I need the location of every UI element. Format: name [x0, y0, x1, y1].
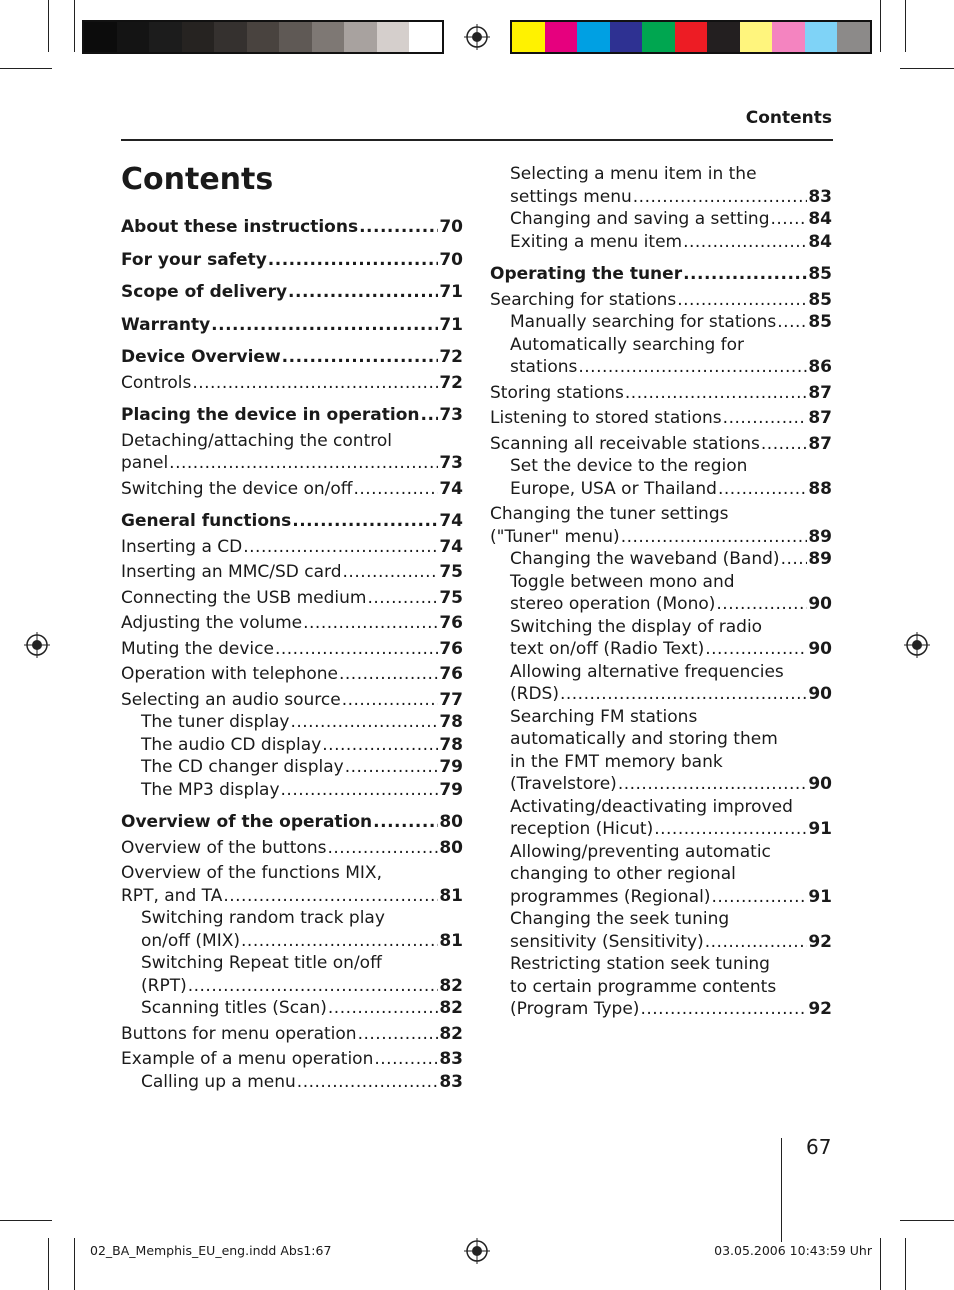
- toc-page-number: 85: [808, 289, 832, 310]
- toc-entry-title: (Travelstore): [510, 774, 617, 794]
- toc-entry-title: Muting the device: [121, 638, 274, 659]
- dot-leader: [723, 407, 808, 430]
- page-title: Contents: [121, 162, 274, 197]
- toc-entry[interactable]: [121, 1071, 463, 1094]
- toc-entry[interactable]: [490, 231, 832, 254]
- toc-entry-title: Controls: [121, 372, 192, 393]
- toc-entry[interactable]: [121, 561, 463, 584]
- toc-entry-title: Calling up a menu: [141, 1071, 296, 1092]
- dot-leader: [275, 638, 438, 661]
- dot-leader: [303, 612, 438, 635]
- dot-leader: [359, 216, 438, 239]
- toc-page-number: 83: [439, 1071, 463, 1092]
- crop-mark: [0, 1220, 52, 1221]
- grayscale-calibration-bar: [82, 20, 444, 54]
- toc-entry[interactable]: [121, 1023, 463, 1046]
- toc-entry-title: settings menu: [510, 186, 632, 207]
- toc-page-number: 75: [439, 562, 463, 582]
- toc-entry[interactable]: [121, 281, 463, 304]
- dot-leader: [345, 756, 439, 779]
- toc-entry-text-line: Toggle between mono and: [510, 571, 735, 592]
- toc-entry-title: Scope of delivery: [121, 282, 288, 302]
- toc-entry-text-line: Switching Repeat title on/off: [141, 953, 382, 973]
- dot-leader: [297, 1071, 439, 1094]
- toc-entry-title: Inserting a CD: [121, 536, 243, 557]
- toc-page-number: 81: [439, 930, 463, 951]
- toc-page-number: 76: [439, 613, 463, 633]
- toc-entry[interactable]: [490, 706, 832, 796]
- gray-swatch: [377, 22, 410, 52]
- toc-entry[interactable]: [121, 837, 463, 860]
- toc-page-number: 73: [439, 453, 463, 473]
- toc-page-number: 73: [439, 405, 463, 425]
- dot-leader: [188, 975, 439, 998]
- toc-entry-title: Scanning all receivable stations: [490, 433, 760, 454]
- toc-page-number: 88: [808, 478, 832, 499]
- toc-entry-title: stations: [510, 357, 578, 377]
- toc-page-number: 79: [439, 779, 463, 800]
- color-swatch: [610, 22, 643, 52]
- color-swatch: [577, 22, 610, 52]
- toc-entry[interactable]: [121, 711, 463, 734]
- toc-entry-text-line: Switching random track play: [141, 908, 385, 928]
- toc-page-number: 87: [808, 408, 832, 428]
- dot-leader: [374, 1048, 438, 1071]
- toc-page-number: 70: [439, 217, 463, 237]
- toc-entry-title: reception (Hicut): [510, 819, 654, 839]
- toc-page-number: 84: [808, 231, 832, 252]
- toc-entry[interactable]: [121, 612, 463, 635]
- registration-mark-icon: [464, 1238, 490, 1264]
- dot-leader: [192, 372, 438, 395]
- toc-page-number: 87: [808, 433, 832, 454]
- toc-entry[interactable]: [490, 311, 832, 334]
- toc-entry[interactable]: [490, 263, 832, 286]
- crop-mark: [0, 68, 52, 69]
- crop-mark: [74, 0, 75, 52]
- crop-mark: [905, 0, 906, 52]
- toc-page-number: 82: [439, 975, 463, 996]
- toc-entry[interactable]: [490, 289, 832, 312]
- color-swatch: [805, 22, 838, 52]
- toc-left-column: [121, 216, 463, 1093]
- toc-entry-title: Europe, USA or Thailand: [510, 478, 717, 499]
- gray-swatch: [312, 22, 345, 52]
- toc-entry-text-line: Searching FM stations: [510, 706, 698, 727]
- header-rule: [121, 139, 833, 141]
- toc-entry[interactable]: [490, 796, 832, 841]
- toc-entry-title: About these instructions: [121, 217, 359, 237]
- dot-leader: [771, 208, 808, 231]
- toc-entry-title: General functions: [121, 511, 292, 531]
- dot-leader: [633, 186, 808, 209]
- toc-entry-title: programmes (Regional): [510, 886, 711, 907]
- toc-entry-title: The tuner display: [141, 712, 290, 732]
- toc-entry-title: on/off (MIX): [141, 930, 241, 951]
- dot-leader: [654, 818, 807, 841]
- toc-page-number: 86: [808, 357, 832, 377]
- dot-leader: [281, 779, 439, 802]
- toc-entry-text-line: Automatically searching for: [510, 334, 745, 355]
- toc-entry-title: panel: [121, 453, 169, 473]
- gray-swatch: [344, 22, 377, 52]
- toc-page-number: 92: [808, 999, 832, 1019]
- toc-entry-title: Scanning titles (Scan): [141, 998, 327, 1018]
- toc-entry-text-line: Detaching/attaching the control: [121, 430, 392, 451]
- toc-page-number: 85: [808, 264, 832, 284]
- toc-right-column: [490, 163, 832, 1021]
- toc-page-number: 91: [808, 819, 832, 839]
- toc-entry-title: Placing the device in operation: [121, 405, 420, 425]
- toc-entry-title: stereo operation (Mono): [510, 594, 716, 614]
- toc-entry-text-line: changing to other regional: [510, 864, 736, 884]
- toc-entry[interactable]: [121, 430, 463, 475]
- toc-entry-title: Operating the tuner: [490, 264, 683, 284]
- toc-page-number: 89: [808, 549, 832, 569]
- gray-swatch: [409, 22, 442, 52]
- dot-leader: [342, 689, 439, 712]
- toc-page-number: 85: [808, 312, 832, 332]
- registration-mark-icon: [464, 24, 490, 50]
- crop-mark: [900, 1220, 954, 1221]
- toc-entry-title: The MP3 display: [141, 779, 280, 800]
- toc-entry[interactable]: [490, 208, 832, 231]
- dot-leader: [777, 311, 807, 334]
- toc-page-number: 80: [439, 837, 463, 858]
- dot-leader: [683, 263, 807, 286]
- toc-entry-text-line: Restricting station seek tuning: [510, 954, 770, 974]
- toc-entry[interactable]: [121, 663, 463, 686]
- color-swatch: [772, 22, 805, 52]
- toc-page-number: 70: [439, 249, 463, 270]
- crop-mark: [880, 0, 881, 52]
- toc-page-number: 77: [439, 689, 463, 710]
- toc-page-number: 80: [439, 812, 463, 832]
- toc-entry-title: Selecting an audio source: [121, 689, 341, 710]
- toc-entry-title: Overview of the buttons: [121, 837, 327, 858]
- toc-entry-text-line: Overview of the functions MIX,: [121, 863, 382, 883]
- gray-swatch: [117, 22, 150, 52]
- toc-entry-title: RPT, and TA: [121, 885, 223, 906]
- toc-entry[interactable]: [490, 616, 832, 661]
- toc-page-number: 71: [439, 282, 463, 302]
- toc-entry-title: For your safety: [121, 249, 267, 270]
- page-number: 67: [806, 1135, 832, 1159]
- color-swatch: [512, 22, 545, 52]
- toc-entry-title: Buttons for menu operation: [121, 1023, 357, 1044]
- toc-entry[interactable]: [121, 249, 463, 272]
- dot-leader: [339, 663, 438, 686]
- toc-entry[interactable]: [490, 382, 832, 405]
- crop-mark: [74, 1238, 75, 1290]
- toc-page-number: 83: [808, 186, 832, 207]
- toc-page-number: 91: [808, 886, 832, 907]
- dot-leader: [683, 231, 807, 254]
- dot-leader: [711, 886, 807, 909]
- dot-leader: [716, 593, 807, 616]
- dot-leader: [290, 711, 438, 734]
- dot-leader: [268, 249, 439, 272]
- toc-entry-title: sensitivity (Sensitivity): [510, 931, 704, 952]
- toc-entry-title: Device Overview: [121, 347, 281, 367]
- footer-file-info: 02_BA_Memphis_EU_eng.indd Abs1:67: [90, 1243, 332, 1258]
- crop-mark: [900, 68, 954, 69]
- toc-entry-title: ("Tuner" menu): [490, 526, 620, 547]
- toc-entry[interactable]: [490, 841, 832, 909]
- toc-entry[interactable]: [490, 407, 832, 430]
- toc-entry-title: Connecting the USB medium: [121, 587, 367, 608]
- toc-entry-text-line: Changing the seek tuning: [510, 909, 730, 929]
- dot-leader: [718, 478, 807, 501]
- dot-leader: [241, 930, 438, 953]
- dot-leader: [343, 561, 439, 584]
- toc-entry[interactable]: [121, 779, 463, 802]
- toc-entry[interactable]: [121, 734, 463, 757]
- dot-leader: [420, 404, 438, 427]
- registration-mark-icon: [24, 632, 50, 658]
- toc-entry[interactable]: [121, 314, 463, 337]
- toc-entry[interactable]: [490, 908, 832, 953]
- toc-page-number: 76: [439, 638, 463, 659]
- page-number-rule: [781, 1138, 782, 1242]
- toc-page-number: 90: [808, 684, 832, 704]
- dot-leader: [282, 346, 439, 369]
- toc-entry-title: Warranty: [121, 314, 211, 335]
- toc-page-number: 79: [439, 757, 463, 777]
- dot-leader: [621, 526, 808, 549]
- toc-entry[interactable]: [121, 952, 463, 997]
- toc-entry[interactable]: [121, 216, 463, 239]
- toc-page-number: 89: [808, 526, 832, 547]
- toc-page-number: 74: [439, 478, 463, 499]
- gray-swatch: [279, 22, 312, 52]
- toc-entry-title: The CD changer display: [141, 757, 344, 777]
- toc-entry[interactable]: [121, 536, 463, 559]
- running-head: Contents: [745, 108, 832, 128]
- toc-entry-title: Adjusting the volume: [121, 613, 303, 633]
- crop-mark: [880, 1238, 881, 1290]
- toc-page-number: 90: [808, 639, 832, 659]
- toc-entry-title: Changing the waveband (Band): [510, 549, 780, 569]
- toc-entry[interactable]: [121, 510, 463, 533]
- dot-leader: [353, 478, 438, 501]
- toc-page-number: 82: [439, 1023, 463, 1044]
- toc-page-number: 92: [808, 931, 832, 952]
- toc-page-number: 87: [808, 382, 832, 403]
- dot-leader: [640, 998, 807, 1021]
- dot-leader: [327, 837, 438, 860]
- toc-page-number: 74: [439, 536, 463, 557]
- toc-entry-text-line: Allowing/preventing automatic: [510, 841, 771, 862]
- toc-entry-title: (Program Type): [510, 999, 640, 1019]
- toc-entry[interactable]: [490, 548, 832, 571]
- color-swatch: [740, 22, 773, 52]
- toc-entry[interactable]: [490, 334, 832, 379]
- toc-entry-title: Switching the device on/off: [121, 478, 353, 499]
- crop-mark: [48, 1238, 49, 1290]
- toc-entry[interactable]: [121, 997, 463, 1020]
- dot-leader: [761, 433, 807, 456]
- toc-entry[interactable]: [121, 689, 463, 712]
- gray-swatch: [84, 22, 117, 52]
- toc-entry[interactable]: [121, 404, 463, 427]
- toc-page-number: 83: [439, 1049, 463, 1069]
- toc-page-number: 90: [808, 594, 832, 614]
- color-swatch: [707, 22, 740, 52]
- color-swatch: [837, 22, 870, 52]
- toc-entry-title: Overview of the operation: [121, 812, 373, 832]
- crop-mark: [48, 0, 49, 52]
- toc-entry-title: Changing and saving a setting: [510, 209, 770, 229]
- registration-mark-icon: [904, 632, 930, 658]
- dot-leader: [288, 281, 438, 304]
- dot-leader: [781, 548, 808, 571]
- toc-entry-title: text on/off (Radio Text): [510, 639, 705, 659]
- toc-page-number: 78: [439, 712, 463, 732]
- toc-page-number: 90: [808, 774, 832, 794]
- gray-swatch: [214, 22, 247, 52]
- toc-entry[interactable]: [121, 756, 463, 779]
- toc-entry-title: Exiting a menu item: [510, 231, 683, 252]
- dot-leader: [625, 382, 807, 405]
- toc-entry-text-line: Set the device to the region: [510, 456, 748, 476]
- dot-leader: [358, 1023, 439, 1046]
- toc-entry-text-line: to certain programme contents: [510, 976, 777, 997]
- color-swatch: [545, 22, 578, 52]
- gray-swatch: [247, 22, 280, 52]
- toc-entry[interactable]: [121, 346, 463, 369]
- dot-leader: [292, 510, 438, 533]
- toc-entry-title: Operation with telephone: [121, 664, 338, 684]
- toc-entry[interactable]: [121, 1048, 463, 1071]
- toc-entry-title: (RDS): [510, 684, 559, 704]
- dot-leader: [243, 536, 438, 559]
- toc-page-number: 74: [439, 511, 463, 531]
- toc-entry[interactable]: [121, 811, 463, 834]
- gray-swatch: [182, 22, 215, 52]
- toc-entry-title: Inserting an MMC/SD card: [121, 562, 342, 582]
- toc-entry-text-line: Changing the tuner settings: [490, 504, 729, 524]
- toc-page-number: 82: [439, 998, 463, 1018]
- toc-page-number: 76: [439, 664, 463, 684]
- toc-page-number: 81: [439, 885, 463, 906]
- dot-leader: [223, 885, 438, 908]
- toc-entry-title: Searching for stations: [490, 289, 677, 310]
- color-swatch: [642, 22, 675, 52]
- toc-entry-title: (RPT): [141, 975, 187, 996]
- footer-timestamp: 03.05.2006 10:43:59 Uhr: [714, 1243, 872, 1258]
- dot-leader: [328, 997, 438, 1020]
- toc-entry[interactable]: [121, 862, 463, 907]
- toc-entry-title: The audio CD display: [141, 734, 322, 755]
- toc-entry[interactable]: [490, 433, 832, 456]
- toc-entry[interactable]: [121, 907, 463, 952]
- toc-entry[interactable]: [490, 503, 832, 548]
- toc-entry[interactable]: [121, 638, 463, 661]
- dot-leader: [578, 356, 807, 379]
- dot-leader: [322, 734, 438, 757]
- toc-page-number: 72: [439, 372, 463, 393]
- toc-page-number: 72: [439, 347, 463, 367]
- color-calibration-bar: [510, 20, 872, 54]
- toc-entry-title: Storing stations: [490, 382, 624, 403]
- toc-entry[interactable]: [490, 661, 832, 706]
- toc-entry-text-line: Selecting a menu item in the: [510, 164, 757, 184]
- color-swatch: [675, 22, 708, 52]
- toc-entry-text-line: Allowing alternative frequencies: [510, 661, 784, 682]
- toc-entry-title: Listening to stored stations: [490, 408, 722, 428]
- toc-page-number: 84: [808, 209, 832, 229]
- dot-leader: [677, 289, 807, 312]
- toc-entry[interactable]: [490, 455, 832, 500]
- toc-entry-text-line: in the FMT memory bank: [510, 751, 723, 772]
- dot-leader: [705, 638, 807, 661]
- toc-entry[interactable]: [490, 571, 832, 616]
- dot-leader: [211, 314, 438, 337]
- toc-entry[interactable]: [121, 478, 463, 501]
- toc-entry-text-line: Activating/deactivating improved: [510, 796, 793, 817]
- toc-entry-text-line: automatically and storing them: [510, 729, 778, 749]
- toc-page-number: 71: [439, 314, 463, 335]
- crop-mark: [905, 1238, 906, 1290]
- toc-entry-text-line: Switching the display of radio: [510, 616, 763, 637]
- toc-entry[interactable]: [121, 372, 463, 395]
- toc-entry-title: Example of a menu operation: [121, 1049, 374, 1069]
- dot-leader: [169, 452, 438, 475]
- gray-swatch: [149, 22, 182, 52]
- toc-page-number: 75: [439, 587, 463, 608]
- toc-entry[interactable]: [121, 587, 463, 610]
- dot-leader: [705, 931, 808, 954]
- dot-leader: [367, 587, 438, 610]
- dot-leader: [618, 773, 808, 796]
- toc-entry-title: Manually searching for stations: [510, 312, 777, 332]
- toc-entry[interactable]: [490, 953, 832, 1021]
- toc-page-number: 78: [439, 734, 463, 755]
- dot-leader: [373, 811, 438, 834]
- toc-entry[interactable]: [490, 163, 832, 208]
- dot-leader: [560, 683, 807, 706]
